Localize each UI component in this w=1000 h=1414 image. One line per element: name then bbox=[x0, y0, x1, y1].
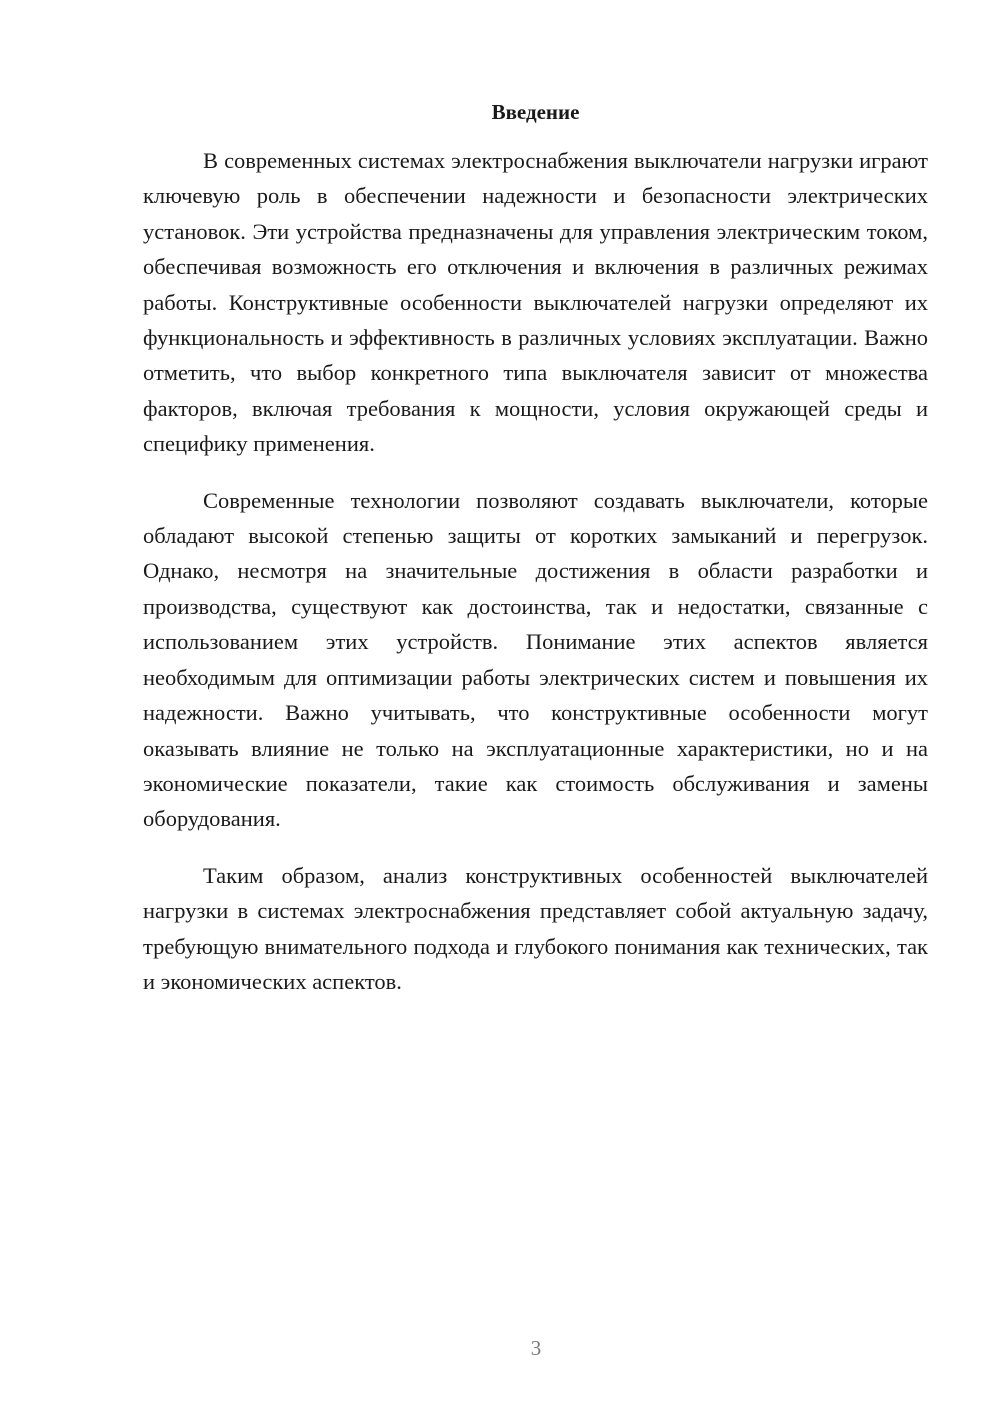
paragraph-3: Таким образом, анализ конструктивных особенностей выключателей нагрузки в системах электроснабжения представляет собой актуальную задачу, требующую внимательного подхода и глубокого понимания как технических, так и экономических аспектов. bbox=[143, 862, 928, 994]
paragraph-1: В современных системах электроснабжения выключатели нагрузки играют ключевую роль в обеспечении надежности и безопасности электрических установок. Эти устройства предназначены для управления электрическим током, обеспечивая возможность его отключения и включения в различных режимах работы. Конструктивные особенности выключателей нагрузки определяют их функциональность и эффективность в различных условиях эксплуатации. Важно отметить, что выбор конкретного типа выключателя зависит от множества факторов, включая требования к мощности, условия окружающей среды и специфику применения. bbox=[143, 148, 928, 457]
body-text bbox=[143, 143, 928, 1020]
page-number: 3 bbox=[530, 1336, 542, 1360]
section-heading: Введение bbox=[491, 100, 580, 124]
paragraph-2: Современные технологии позволяют создавать выключатели, которые обладают высокой степенью защиты от коротких замыканий и перегрузок. Однако, несмотря на значительные достижения в области разработки и производства, существуют как достоинства, так и недостатки, связанные с использованием этих устройств. Понимание этих аспектов является необходимым для оптимизации работы электрических систем и повышения их надежности. Важно учитывать, что конструктивные особенности могут оказывать влияние не только на эксплуатационные характеристики, но и на экономические показатели, такие как стоимость обслуживания и замены оборудования. bbox=[143, 487, 928, 832]
